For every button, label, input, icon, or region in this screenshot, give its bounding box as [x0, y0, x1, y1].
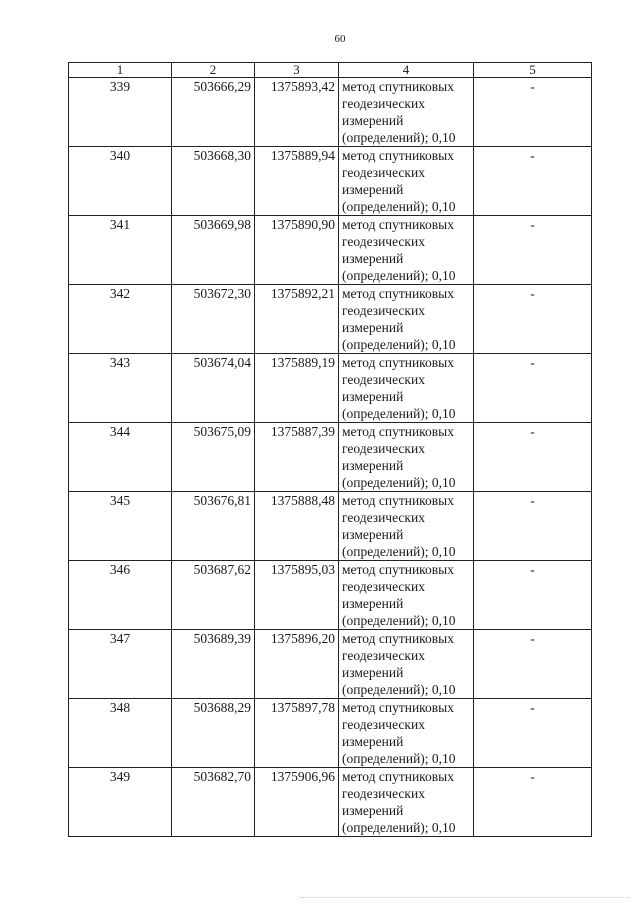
- x-coordinate-cell: 503689,39: [172, 630, 255, 699]
- y-coordinate-cell: 1375893,42: [255, 78, 339, 147]
- note-cell: -: [474, 354, 592, 423]
- point-number-cell: 344: [69, 423, 172, 492]
- method-cell: [339, 492, 474, 561]
- method-line: измерений: [342, 251, 404, 266]
- x-coordinate-cell: 503676,81: [172, 492, 255, 561]
- method-line: измерений: [342, 527, 404, 542]
- note-cell: -: [474, 78, 592, 147]
- note-cell: -: [474, 423, 592, 492]
- coordinates-table: [68, 62, 592, 837]
- table-row: [69, 78, 592, 147]
- note-cell: -: [474, 285, 592, 354]
- table-row: [69, 423, 592, 492]
- column-header-2: 2: [172, 63, 255, 78]
- point-number-cell: 349: [69, 768, 172, 837]
- method-line: (определений); 0,10: [342, 613, 456, 628]
- method-line: геодезических: [342, 165, 425, 180]
- method-line: измерений: [342, 803, 404, 818]
- method-cell: [339, 285, 474, 354]
- point-number-cell: 346: [69, 561, 172, 630]
- footer-scan-marks: [300, 893, 630, 898]
- method-line: измерений: [342, 320, 404, 335]
- column-header-1: 1: [69, 63, 172, 78]
- method-line: измерений: [342, 734, 404, 749]
- method-line: измерений: [342, 182, 404, 197]
- method-line: геодезических: [342, 372, 425, 387]
- x-coordinate-cell: 503674,04: [172, 354, 255, 423]
- method-line: метод спутниковых: [342, 631, 454, 646]
- point-number-cell: 340: [69, 147, 172, 216]
- method-line: геодезических: [342, 648, 425, 663]
- x-coordinate-cell: 503688,29: [172, 699, 255, 768]
- note-cell: -: [474, 216, 592, 285]
- point-number-cell: 339: [69, 78, 172, 147]
- note-cell: -: [474, 561, 592, 630]
- method-line: (определений); 0,10: [342, 544, 456, 559]
- y-coordinate-cell: 1375895,03: [255, 561, 339, 630]
- method-line: (определений); 0,10: [342, 199, 456, 214]
- table-row: [69, 561, 592, 630]
- method-cell: [339, 78, 474, 147]
- y-coordinate-cell: 1375889,19: [255, 354, 339, 423]
- y-coordinate-cell: 1375906,96: [255, 768, 339, 837]
- method-line: измерений: [342, 389, 404, 404]
- table-row: [69, 147, 592, 216]
- point-number-cell: 345: [69, 492, 172, 561]
- method-line: метод спутниковых: [342, 424, 454, 439]
- method-line: измерений: [342, 596, 404, 611]
- table-body: [69, 78, 592, 837]
- y-coordinate-cell: 1375888,48: [255, 492, 339, 561]
- method-line: измерений: [342, 458, 404, 473]
- note-cell: -: [474, 630, 592, 699]
- method-line: метод спутниковых: [342, 148, 454, 163]
- method-line: геодезических: [342, 234, 425, 249]
- x-coordinate-cell: 503682,70: [172, 768, 255, 837]
- y-coordinate-cell: 1375890,90: [255, 216, 339, 285]
- table-row: [69, 354, 592, 423]
- method-line: (определений); 0,10: [342, 337, 456, 352]
- table-header-row: [69, 63, 592, 78]
- method-line: (определений); 0,10: [342, 682, 456, 697]
- method-line: метод спутниковых: [342, 79, 454, 94]
- x-coordinate-cell: 503668,30: [172, 147, 255, 216]
- method-cell: [339, 354, 474, 423]
- point-number-cell: 341: [69, 216, 172, 285]
- y-coordinate-cell: 1375889,94: [255, 147, 339, 216]
- method-line: измерений: [342, 665, 404, 680]
- method-line: (определений); 0,10: [342, 820, 456, 835]
- method-line: (определений); 0,10: [342, 406, 456, 421]
- method-line: (определений); 0,10: [342, 130, 456, 145]
- method-cell: [339, 561, 474, 630]
- method-line: (определений); 0,10: [342, 475, 456, 490]
- table-row: [69, 768, 592, 837]
- table-row: [69, 699, 592, 768]
- x-coordinate-cell: 503669,98: [172, 216, 255, 285]
- point-number-cell: 342: [69, 285, 172, 354]
- y-coordinate-cell: 1375897,78: [255, 699, 339, 768]
- method-line: метод спутниковых: [342, 700, 454, 715]
- note-cell: -: [474, 147, 592, 216]
- method-cell: [339, 423, 474, 492]
- column-header-3: 3: [255, 63, 339, 78]
- note-cell: -: [474, 768, 592, 837]
- method-line: геодезических: [342, 510, 425, 525]
- page-number: 60: [334, 33, 346, 45]
- method-cell: [339, 147, 474, 216]
- method-line: (определений); 0,10: [342, 751, 456, 766]
- method-line: метод спутниковых: [342, 217, 454, 232]
- method-line: метод спутниковых: [342, 493, 454, 508]
- y-coordinate-cell: 1375887,39: [255, 423, 339, 492]
- method-line: измерений: [342, 113, 404, 128]
- y-coordinate-cell: 1375892,21: [255, 285, 339, 354]
- method-line: геодезических: [342, 303, 425, 318]
- point-number-cell: 348: [69, 699, 172, 768]
- point-number-cell: 343: [69, 354, 172, 423]
- method-line: (определений); 0,10: [342, 268, 456, 283]
- table-row: [69, 630, 592, 699]
- point-number-cell: 347: [69, 630, 172, 699]
- table-row: [69, 216, 592, 285]
- y-coordinate-cell: 1375896,20: [255, 630, 339, 699]
- table-row: [69, 492, 592, 561]
- column-header-4: 4: [339, 63, 474, 78]
- column-header-5: 5: [474, 63, 592, 78]
- method-line: геодезических: [342, 441, 425, 456]
- method-cell: [339, 630, 474, 699]
- note-cell: -: [474, 699, 592, 768]
- method-line: метод спутниковых: [342, 355, 454, 370]
- method-line: геодезических: [342, 786, 425, 801]
- table-row: [69, 285, 592, 354]
- x-coordinate-cell: 503672,30: [172, 285, 255, 354]
- note-cell: -: [474, 492, 592, 561]
- method-line: геодезических: [342, 96, 425, 111]
- method-line: метод спутниковых: [342, 286, 454, 301]
- method-line: метод спутниковых: [342, 769, 454, 784]
- x-coordinate-cell: 503687,62: [172, 561, 255, 630]
- x-coordinate-cell: 503675,09: [172, 423, 255, 492]
- method-line: геодезических: [342, 717, 425, 732]
- method-line: геодезических: [342, 579, 425, 594]
- x-coordinate-cell: 503666,29: [172, 78, 255, 147]
- method-line: метод спутниковых: [342, 562, 454, 577]
- method-cell: [339, 768, 474, 837]
- method-cell: [339, 216, 474, 285]
- method-cell: [339, 699, 474, 768]
